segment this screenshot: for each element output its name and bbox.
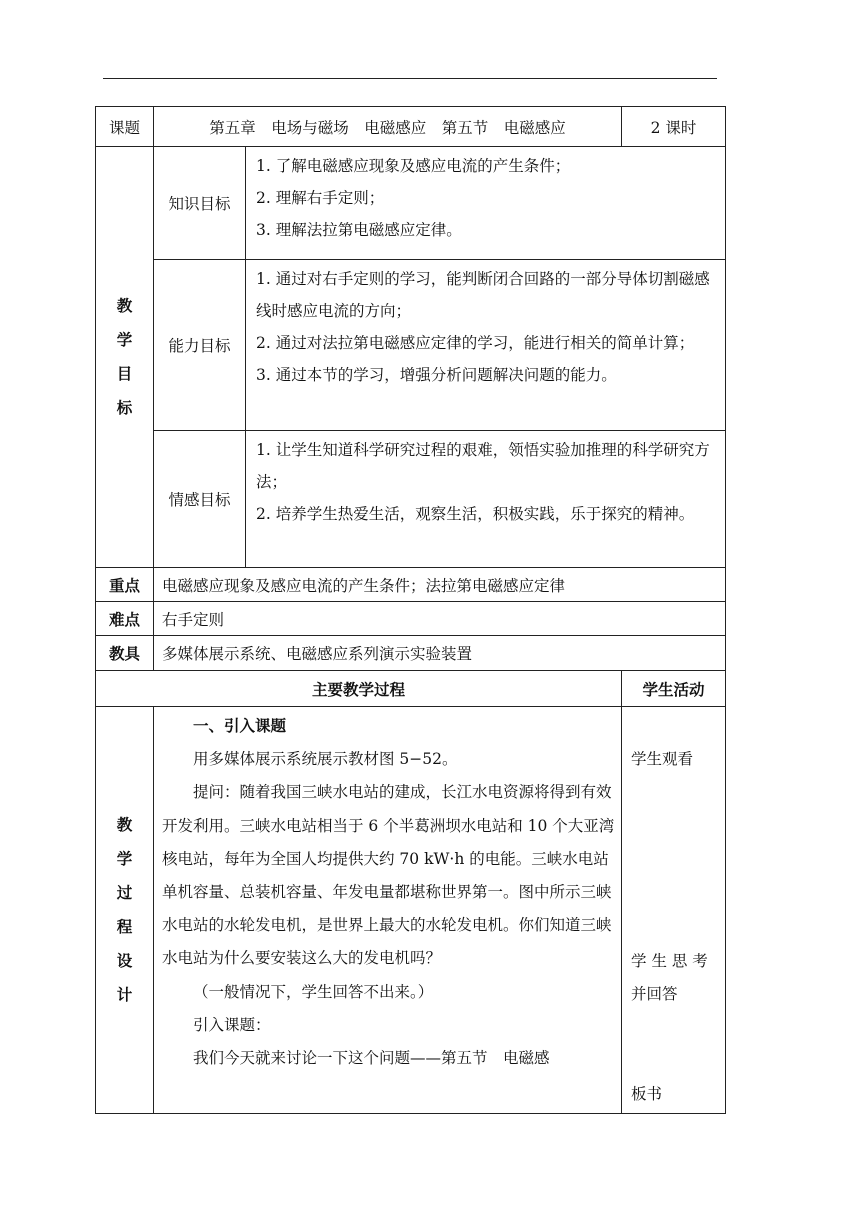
paragraph: 引入课题： [193,1015,271,1034]
topic-label: 课题 [96,107,154,147]
lesson-plan-table [95,106,726,1114]
list-item: 3. 通过本节的学习，增强分析问题解决问题的能力。 [256,366,617,384]
tools-row [96,636,726,671]
ability-objective-list [246,260,726,431]
topic-title: 第五章 电场与磁场 电磁感应 第五节 电磁感应 [154,107,622,147]
objective-knowledge-row [96,147,726,260]
difficulty-row [96,602,726,636]
paragraph: 提问：随着我国三峡水电站的建成，长江水电资源将得到有效开发利用。三峡水电站相当于 6 个半葛洲坝水电站和 10 个大亚湾核电站，每年为全国人均提供大约 70 kW·h 的电能。三峡水电站单机容量、总装机容量、年发电量都堪称世界第一。图中所示三峡水电站的水轮发电机，是世界上最大的水轮发电机。你们知道三峡水电站为什么要安装这么大的发电机吗？ [162,783,615,968]
class-hours: 2 课时 [622,107,726,147]
list-item: 1. 让学生知道科学研究过程的艰难，领悟实验加推理的科学研究方法； [256,441,710,491]
objective-ability-row [96,260,726,431]
knowledge-objective-label: 知识目标 [154,147,246,260]
difficulty-value: 右手定则 [154,602,726,636]
process-label: 教 学 过 程 设 计 [96,707,154,1114]
main-process-header: 主要教学过程 [96,671,622,707]
emotion-objective-list [246,431,726,568]
key-point-value: 电磁感应现象及感应电流的产生条件；法拉第电磁感应定律 [154,568,726,602]
process-body-row [96,707,726,1114]
tools-value: 多媒体展示系统、电磁感应系列演示实验装置 [154,636,726,671]
activity-item: 学 生 思 考 [631,952,708,970]
objective-emotion-row [96,431,726,568]
objectives-label: 教 学 目 标 [96,147,154,568]
activity-item: 板书 [631,1085,663,1103]
activity-item: 并回答 [631,985,678,1003]
list-item: 2. 培养学生热爱生活，观察生活，积极实践，乐于探究的精神。 [256,505,695,523]
title-row [96,107,726,147]
list-item: 2. 通过对法拉第电磁感应定律的学习，能进行相关的简单计算； [256,334,695,352]
header-rule [103,78,717,79]
section-title: 一、引入课题 [193,717,287,735]
ability-objective-label: 能力目标 [154,260,246,431]
activity-item: 学生观看 [631,750,694,768]
process-header-row [96,671,726,707]
paragraph: 我们今天就来讨论一下这个问题——第五节 电磁感 [193,1049,550,1068]
difficulty-label: 难点 [96,602,154,636]
student-activity-header: 学生活动 [622,671,726,707]
knowledge-objective-list [246,147,726,260]
key-point-row [96,568,726,602]
tools-label: 教具 [96,636,154,671]
emotion-objective-label: 情感目标 [154,431,246,568]
list-item: 2. 理解右手定则； [256,189,385,207]
student-activity-cell [622,707,726,1114]
paragraph: 用多媒体展示系统展示教材图 5−52。 [193,750,458,769]
paragraph: （一般情况下，学生回答不出来。） [193,982,434,1001]
list-item: 1. 通过对右手定则的学习，能判断闭合回路的一部分导体切割磁感线时感应电流的方向； [256,270,710,320]
key-point-label: 重点 [96,568,154,602]
list-item: 3. 理解法拉第电磁感应定律。 [256,221,462,239]
process-content [154,707,622,1114]
list-item: 1. 了解电磁感应现象及感应电流的产生条件； [256,157,571,175]
